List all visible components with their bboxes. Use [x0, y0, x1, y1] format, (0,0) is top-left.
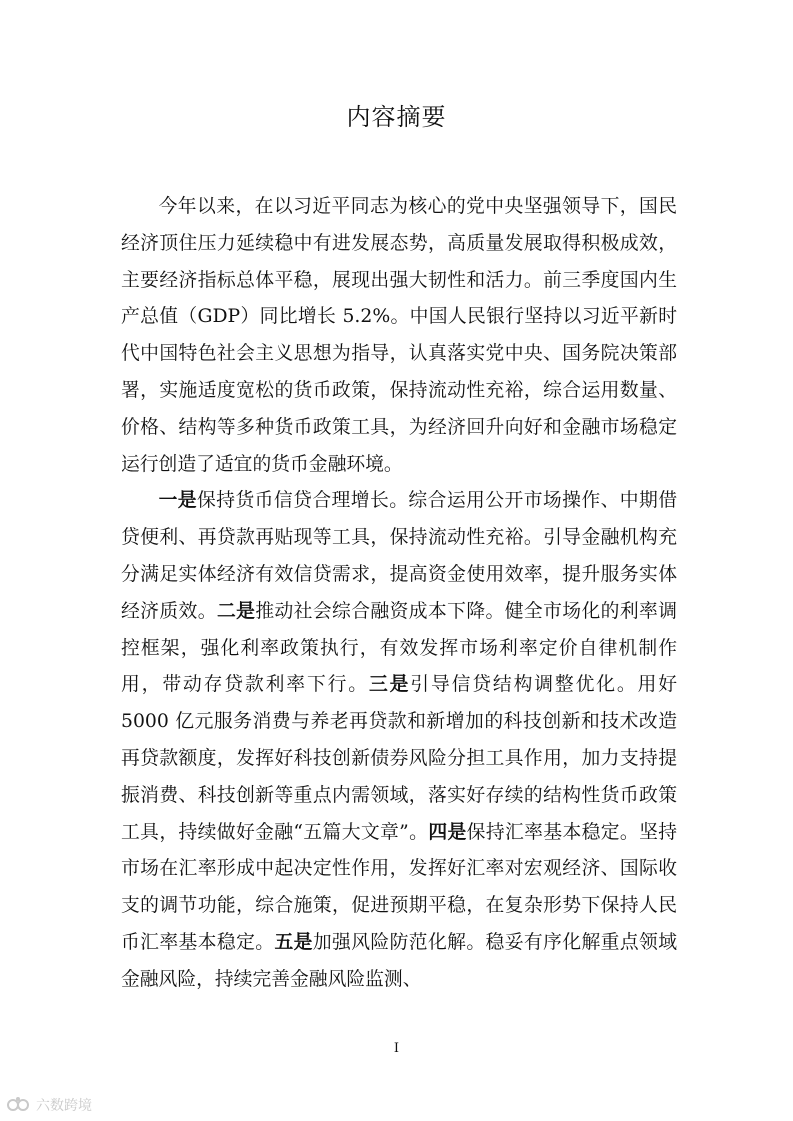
item-text-2: 推动社会综合融资成本下降。健全市场化的利率调控框架，强化利率政策执行，有效发挥市场利率定价自律机制作用，带动存贷款利率下行。	[121, 600, 678, 696]
item-lead-2: 二是	[216, 600, 256, 622]
item-lead-1: 一是	[158, 490, 198, 512]
item-text-3: 引导信贷结构调整优化。用好 5000 亿元服务消费与养老再贷款和新增加的科技创新和技术改造再贷款额度，发挥好科技创新债券风险分担工具作用，加力支持提振消费、科技创新等重点内需领域，落实好存续的结构性货币政策工具，持续做好金融“五篇大文章”。	[121, 674, 678, 843]
summary-paragraph: 今年以来，在以习近平同志为核心的党中央坚强领导下，国民经济顶住压力延续稳中有进发展态势，高质量发展取得积极成效，主要经济指标总体平稳，展现出强大韧性和活力。前三季度国内生产总值（GDP）同比增长 5.2%。中国人民银行坚持以习近平新时代中国特色社会主义思想为指导，认真落实党中央、国务院决策部署，实施适度宽松的货币政策，保持流动性充裕，综合运用数量、价格、结构等多种货币政策工具，为经济回升向好和金融市场稳定运行创造了适宜的货币金融环境。	[121, 196, 677, 475]
watermark	[6, 1094, 92, 1116]
brand-logo-icon	[6, 1096, 32, 1114]
watermark-text: 六数跨境	[36, 1098, 92, 1114]
item-text-1: 保持货币信贷合理增长。综合运用公开市场操作、中期借贷便利、再贷款再贴现等工具，保持流动性充裕。引导金融机构充分满足实体经济有效信贷需求，提高资金使用效率，提升服务实体经济质效。	[121, 490, 678, 622]
page-number: I	[393, 1041, 400, 1056]
item-text-4: 保持汇率基本稳定。坚持市场在汇率形成中起决定性作用，发挥好汇率对宏观经济、国际收支的调节功能，综合施策，促进预期平稳，在复杂形势下保持人民币汇率基本稳定。	[121, 821, 678, 953]
document-title: 内容摘要	[346, 103, 447, 131]
item-text-5: 加强风险防范化解。稳妥有序化解重点领域金融风险，持续完善金融风险监测、	[121, 931, 678, 990]
measures-paragraph	[121, 483, 677, 998]
document-body	[121, 189, 677, 999]
item-lead-5: 五是	[274, 931, 313, 953]
item-lead-4: 四是	[428, 821, 467, 843]
item-lead-3: 三是	[368, 674, 411, 696]
